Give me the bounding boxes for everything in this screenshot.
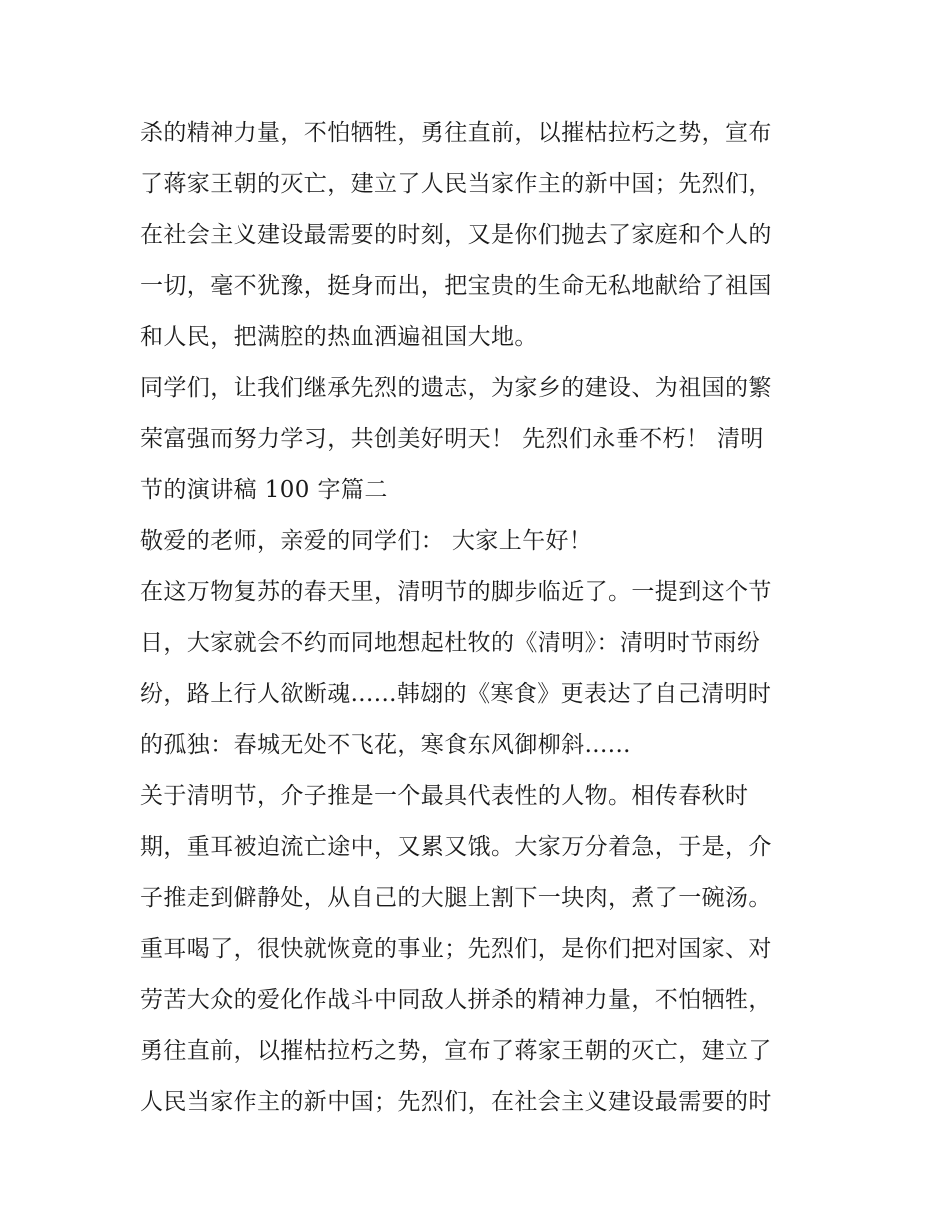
text-line: 关于清明节，介子推是一个最具代表性的人物。相传春秋时 <box>140 783 749 809</box>
text-line: 同学们，让我们继承先烈的遗志，为家乡的建设、为祖国的繁 <box>140 375 772 401</box>
text-line: 一切，毫不犹豫，挺身而出，把宝贵的生命无私地献给了祖国 <box>140 273 772 299</box>
text-line: 期，重耳被迫流亡途中，又累又饿。大家万分着急，于是，介 <box>140 834 772 860</box>
salutation-line: 敬爱的老师，亲爱的同学们： 大家上午好！ <box>140 528 593 554</box>
text-line: 在社会主义建设最需要的时刻，又是你们抛去了家庭和个人的 <box>140 222 772 248</box>
speech-text-body <box>140 108 820 1128</box>
text-line: 重耳喝了，很快就恢竟的事业；先烈们，是你们把对国家、对 <box>140 936 772 962</box>
text-line: 和人民，把满腔的热血洒遍祖国大地。 <box>140 324 538 350</box>
text-line: 杀的精神力量，不怕牺牲，勇往直前，以摧枯拉朽之势，宣布 <box>140 120 772 146</box>
text-line: 勇往直前，以摧枯拉朽之势，宣布了蒋家王朝的灭亡，建立了 <box>140 1038 772 1064</box>
text-line: 劳苦大众的爱化作战斗中同敌人拼杀的精神力量，不怕牺牲， <box>140 987 772 1013</box>
text-line: 的孤独：春城无处不飞花，寒食东风御柳斜...... <box>140 732 631 758</box>
text-line: 荣富强而努力学习，共创美好明天！ 先烈们永垂不朽！ 清明 <box>140 426 764 452</box>
text-line: 日，大家就会不约而同地想起杜牧的《清明》：清明时节雨纷 <box>140 630 761 656</box>
text-line: 人民当家作主的新中国；先烈们，在社会主义建设最需要的时 <box>140 1089 772 1115</box>
section-heading-line: 节的演讲稿 100 字篇二 <box>140 477 388 503</box>
text-line: 纷，路上行人欲断魂......韩翃的《寒食》更表达了自己清明时 <box>140 681 772 707</box>
text-line: 在这万物复苏的春天里，清明节的脚步临近了。一提到这个节 <box>140 579 772 605</box>
text-line: 子推走到僻静处，从自己的大腿上割下一块肉，煮了一碗汤。 <box>140 885 772 911</box>
text-line: 了蒋家王朝的灭亡，建立了人民当家作主的新中国；先烈们， <box>140 171 772 197</box>
